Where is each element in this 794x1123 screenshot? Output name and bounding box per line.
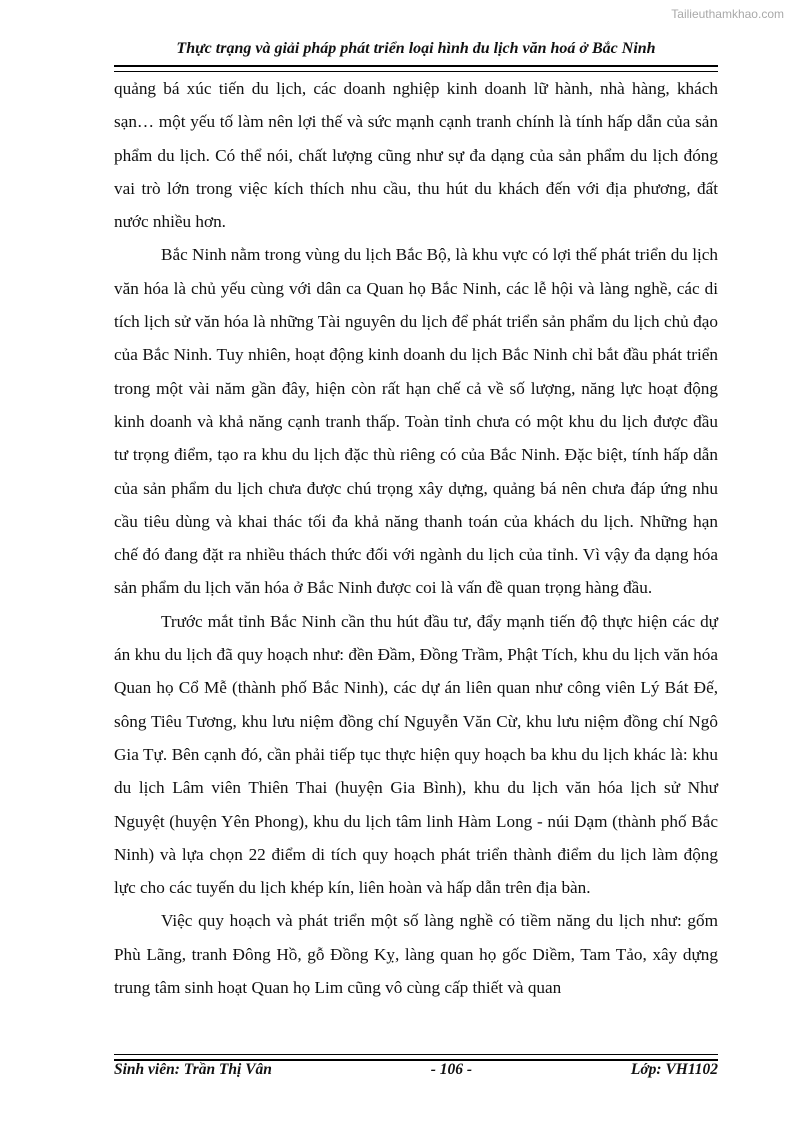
paragraph: Việc quy hoạch và phát triển một số làng nghề có tiềm năng du lịch như: gốm Phù Lãng, tranh Đông Hồ, gỗ Đồng Kỵ, làng quan họ gốc Diềm, Tam Tảo, xây dựng trung tâm sinh hoạt Quan họ Lim cũng vô cùng cấp thiết và quan	[114, 911, 718, 998]
paragraph: Trước mắt tỉnh Bắc Ninh cần thu hút đầu tư, đẩy mạnh tiến độ thực hiện các dự án khu du lịch đã quy hoạch như: đền Đầm, Đồng Trầm, Phật Tích, khu du lịch văn hóa Quan họ Cổ Mễ (thành phố Bắc Ninh), các dự án liên quan như công viên Lý Bát Đế, sông Tiêu Tương, khu lưu niệm đồng chí Nguyễn Văn Cừ, khu lưu niệm đồng chí Ngô Gia Tự. Bên cạnh đó, cần phải tiếp tục thực hiện quy hoạch ba khu du lịch khác là: khu du lịch Lâm viên Thiên Thai (huyện Gia Bình), khu du lịch văn hóa lịch sử Như Nguyệt (huyện Yên Phong), khu du lịch tâm linh Hàm Long - núi Dạm (thành phố Bắc Ninh) và lựa chọn 22 điểm di tích quy hoạch phát triển thành điểm du lịch làm động lực cho các tuyến du lịch khép kín, liên hoàn và hấp dẫn trên địa bàn.	[114, 611, 718, 898]
page-footer	[114, 1061, 718, 1079]
page-header-title: Thực trạng và giải pháp phát triển loại hình du lịch văn hoá ở Bắc Ninh	[176, 40, 656, 57]
paragraph: Bắc Ninh nằm trong vùng du lịch Bắc Bộ, là khu vực có lợi thế phát triển du lịch văn hóa là chủ yếu cùng với dân ca Quan họ Bắc Ninh, các lễ hội và làng nghề, các di tích lịch sử văn hóa là những Tài nguyên du lịch để phát triển sản phẩm du lịch chủ đạo của Bắc Ninh. Tuy nhiên, hoạt động kinh doanh du lịch Bắc Ninh chỉ bắt đầu phát triển trong một vài năm gần đây, hiện còn rất hạn chế cả về số lượng, năng lực hoạt động kinh doanh và khả năng cạnh tranh thấp. Toàn tỉnh chưa có một khu du lịch được đầu tư trọng điểm, tạo ra khu du lịch đặc thù riêng có của Bắc Ninh. Đặc biệt, tính hấp dẫn của sản phẩm du lịch chưa được chú trọng xây dựng, quảng bá nên chưa đáp ứng nhu cầu tiêu dùng và khai thác tối đa khả năng thanh toán của khách du lịch. Những hạn chế đó đang đặt ra nhiều thách thức đối với ngành du lịch của tỉnh. Vì vậy đa dạng hóa sản phẩm du lịch văn hóa ở Bắc Ninh được coi là vấn đề quan trọng hàng đầu.	[114, 245, 718, 598]
watermark: Tailieuthamkhao.com	[671, 7, 784, 21]
footer-divider	[114, 1054, 718, 1061]
page-number: - 106 -	[430, 1061, 473, 1078]
header-divider	[114, 65, 718, 72]
document-body	[114, 72, 718, 1004]
footer-class: Lớp: VH1102	[630, 1061, 718, 1078]
paragraph-continued: quảng bá xúc tiến du lịch, các doanh nghiệp kinh doanh lữ hành, nhà hàng, khách sạn… một yếu tố làm nên lợi thế và sức mạnh cạnh tranh chính là tính hấp dẫn của sản phẩm du lịch. Có thể nói, chất lượng cũng như sự đa dạng của sản phẩm du lịch đóng vai trò lớn trong việc kích thích nhu cầu, thu hút du khách đến với địa phương, đất nước nhiều hơn.	[114, 79, 718, 232]
footer-student-name: Sinh viên: Trần Thị Vân	[114, 1061, 272, 1078]
